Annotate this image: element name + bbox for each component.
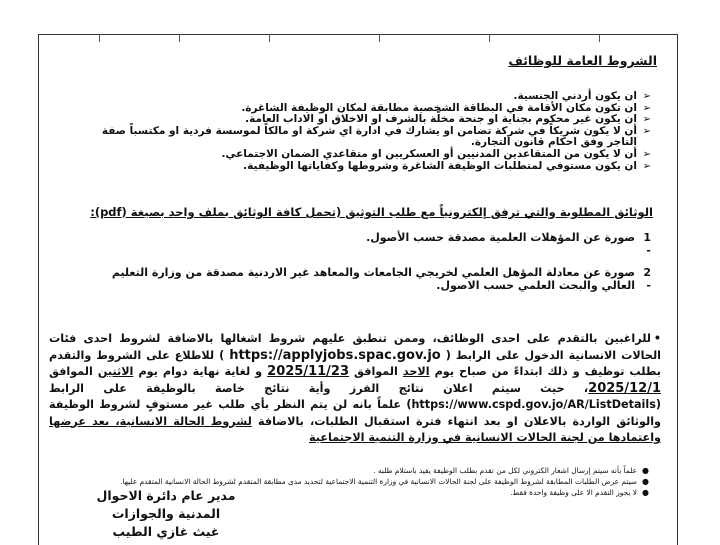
- table-tick: [179, 34, 180, 42]
- start-day: الاحد: [402, 365, 430, 378]
- check-arrow-icon: ➢: [642, 160, 651, 172]
- list-item: ➢ ان يكون غير محكوم بجناية او جنحة مخلّة بالشرف او الاخلاق او الاداب العامة.: [245, 113, 651, 126]
- bullet-icon: ●: [642, 477, 649, 486]
- list-item: ● لا يجوز التقدم الا على وظيفة واحدة فقط.: [510, 488, 649, 497]
- table-tick: [489, 34, 490, 42]
- end-day: الاثنين: [97, 365, 134, 378]
- end-date: 2025/12/1: [588, 380, 661, 396]
- bullet-icon: ●: [642, 466, 649, 475]
- list-item: ➢ ان يكون مستوفي لمتطلبات الوظيفة الشاغرة وشروطها وكفاياتها الوظيفية.: [243, 159, 651, 172]
- list-item: 2 - صورة عن معادلة المؤهل العلمي لخريجي الجامعات والمعاهد غير الاردنية مصدقة من وزارة التعليم العالي والبحث العلمي حسب الاصول.: [111, 266, 651, 292]
- check-arrow-icon: ➢: [642, 91, 651, 102]
- signature-block: [81, 487, 251, 541]
- application-paragraph: •للراغبين بالتقدم على احدى الوظائف، وممن تنطبق عليهم شروط اشغالها بالاضافة لشروط احدى فئات الحالات الانسانية الدخول على الرابط ( https://applyjobs.spac.gov.jo ) للاطلاع على الشروط والتقدم بطلب توظيف و ذلك ابتداءً من صباح يوم الاحد الموافق 2025/11/23 و لغاية نهاية دوام يوم الاثنين الموافق 2025/12/1، حيث سيتم اعلان نتائج الفرز وأية نتائج خاصة بالوظيفة على الرابط (https://www.cspd.gov.jo/AR/ListDetails) علماً بانه لن يتم النظر بأي طلب غير مستوفٍ لشروط الوظيفة والوثائق الواردة بالاعلان او بعد انتهاء فترة استقبال الطلبات، بالاضافة لشروط الحالة الانسانية، بعد عرضها واعتمادها من لجنة الحالات الانسانية في وزارة التنمية الاجتماعية: [49, 332, 661, 444]
- conditions-list: [71, 91, 651, 172]
- check-arrow-icon: ➢: [642, 125, 651, 137]
- list-item: ➢ ان يكون أردني الجنسية.: [513, 90, 651, 102]
- table-tick: [99, 34, 100, 42]
- table-tick: [599, 34, 600, 42]
- documents-list: [76, 231, 651, 301]
- check-arrow-icon: ➢: [642, 148, 651, 160]
- document-page: [38, 34, 678, 545]
- bullet-icon: •: [653, 332, 661, 345]
- table-tick: [379, 34, 380, 42]
- signature-name: غيث غازي الطيب: [112, 524, 220, 539]
- list-item: ➢ أن لا يكون شريكاً في شركة تضامن او يشارك في ادارة اي شركة او مالكاً لموسسة فردية او مكتسباً صفة التاجر وفق احكام قانون التجارة.: [101, 124, 651, 149]
- list-item: ● سيتم عرض الطلبات المطابقة لشروط الوظيفة على لجنة الحالات الانسانية في وزارة التنمية الاجتماعية لتحديد مدى مطابقة المتقدم لشروط الحالة الانسانية المتقدم عليها.: [120, 477, 649, 486]
- table-tick: [269, 34, 270, 42]
- signature-title: مدير عام دائرة الاحوال المدنية والجوازات: [96, 488, 236, 521]
- apply-link[interactable]: https://applyjobs.spac.gov.jo: [229, 347, 441, 363]
- list-item: ➢ ان تكون مكان الأقامة في البطاقة الشخصية مطابقة لمكان الوظيفة الشاغرة.: [241, 101, 651, 114]
- bullet-icon: ●: [642, 488, 649, 497]
- start-date: 2025/11/23: [267, 364, 350, 379]
- results-link[interactable]: https://www.cspd.gov.jo/AR/ListDetails: [411, 398, 656, 411]
- page-title: الشروط العامة للوظائف: [508, 53, 657, 68]
- documents-title: الوثائق المطلوبة والتي ترفق إلكترونياً مع طلب التوثيق (تحمل كافة الوثائق بملف واحد بصيغة (pdf):: [90, 205, 653, 219]
- list-item: 1 - صورة عن المؤهلات العلمية مصدقة حسب الأصول.: [366, 231, 651, 257]
- check-arrow-icon: ➢: [642, 114, 651, 126]
- check-arrow-icon: ➢: [642, 102, 651, 114]
- list-item: ➢ أن لا يكون من المتقاعدين المدنيين أو العسكريين او متقاعدي الضمان الاجتماعي.: [221, 147, 651, 160]
- list-item: ● علماً بأنه سيتم إرسال اشعار الكتروني لكل من تقدم بطلب الوظيفة يفيد باستلام طلبه .: [373, 466, 649, 475]
